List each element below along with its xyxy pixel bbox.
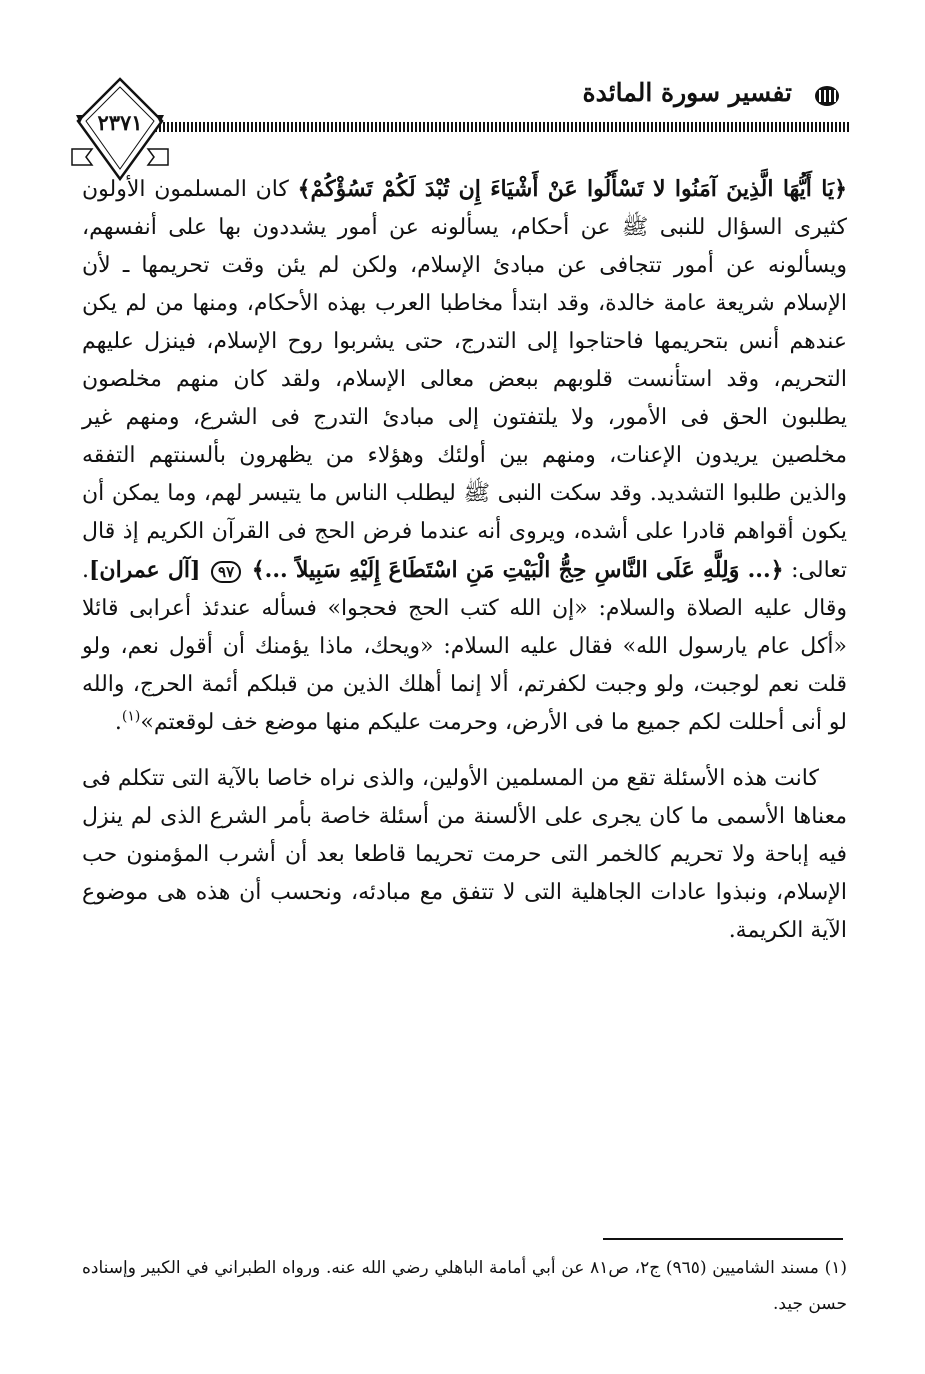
footnote-marker: (١) (121, 708, 141, 725)
main-text (82, 170, 847, 950)
footnote (82, 1250, 847, 1322)
paragraph-2: كانت هذه الأسئلة تقع من المسلمين الأولين، والذى نراه خاصا بالآية التى تتكلم فى معناها الأسمى ما كان يجرى على الألسنة من أسئلة خاصة بأمر الشرع الذى لم ينزل فيه إباحة ولا تحريم كالخمر التى حرمت تحريما قاطعا بعد أن أشرب المؤمنون حب الإسلام، ونبذوا عادات الجاهلية التى لا تتفق مع مبادئه، ونحسب أن هذه هى موضوع الآية الكريمة. (82, 766, 848, 943)
chapter-title: تفسير سورة المائدة (582, 78, 792, 107)
surah-reference: [آل عمران] (89, 557, 201, 583)
header-rule (155, 122, 850, 132)
ornament-bullet-icon (814, 84, 840, 108)
paragraph-1 (82, 170, 847, 742)
footnote-divider (603, 1238, 843, 1240)
ayah-number-badge: ٩٧ (211, 561, 241, 583)
paragraph-1-end: . (114, 710, 122, 735)
quran-verse-opening: ﴿يَا أَيُّهَا الَّذِينَ آمَنُوا لا تَسْأَلُوا عَنْ أَشْيَاءَ إِن تُبْدَ لَكُمْ تَسُؤْكُمْ﴾ (297, 176, 847, 202)
page-header (70, 60, 850, 180)
page-number: ٢٣٧١ (97, 110, 143, 135)
footnote-1: (١) مسند الشاميين (٩٦٥) ج٢، ص٨١ عن أبي أمامة الباهلي رضي الله عنه. ورواه الطبراني في الكبير وإسناده حسن جيد. (82, 1258, 847, 1314)
paragraph-1-text-b: . وقال عليه الصلاة والسلام: «إن الله كتب الحج فحجوا» فسأله عندئذ أعرابى قائلا «أكل عام يارسول الله» فقال عليه السلام: «ويحك، ماذا يؤمنك أن أقول نعم، ولو قلت نعم لوجبت، ولو وجبت لكفرتم، ألا إنما أهلك الذين من قبلكم أئمة الحرج، والله لو أنى أحللت لكم جميع ما فى الأرض، وحرمت عليكم منها موضع خف لوقعتم» (82, 558, 847, 735)
quran-verse-hajj: ﴿... وَلِلَّهِ عَلَى النَّاسِ حِجُّ الْبَيْتِ مَنِ اسْتَطَاعَ إِلَيْهِ سَبِيلاً ...﴾ (251, 557, 784, 583)
paragraph-1-text-a: كان المسلمون الأولون كثيرى السؤال للنبى ﷺ عن أحكام، يسألونه عن أمور يشددون بها على أنفسهم، ويسألونه عن أمور تتجافى عن مبادئ الإسلام، ولكن لم يئن وقت تحريمها ـ لأن الإسلام شريعة عامة خالدة، وقد ابتدأ مخاطبا العرب بهذه الأحكام، ومنها من لم يكن عندهم أنس بتحريمها فاحتاجوا إلى التدرج، حتى يشربوا روح الإسلام، فينزل عليهم التحريم، وقد استأنست قلوبهم ببعض معالى الإسلام، ولقد كان منهم مخلصون يطلبون الحق فى الأمور، ولا يلتفتون إلى مبادئ التدرج فى الشرع، ومنهم غير مخلصين يريدون الإعنات، ومنهم بين أولئك وهؤلاء من يظهرون بألسنتهم التفقه والذين طلبوا التشديد. وقد سكت النبى ﷺ ليطلب الناس ما يتيسر لهم، وما يمكن أن يكون أقواهم قادرا على أشده، ويروى أنه عندما فرض الحج فى القرآن الكريم إذ قال تعالى: (82, 177, 848, 583)
